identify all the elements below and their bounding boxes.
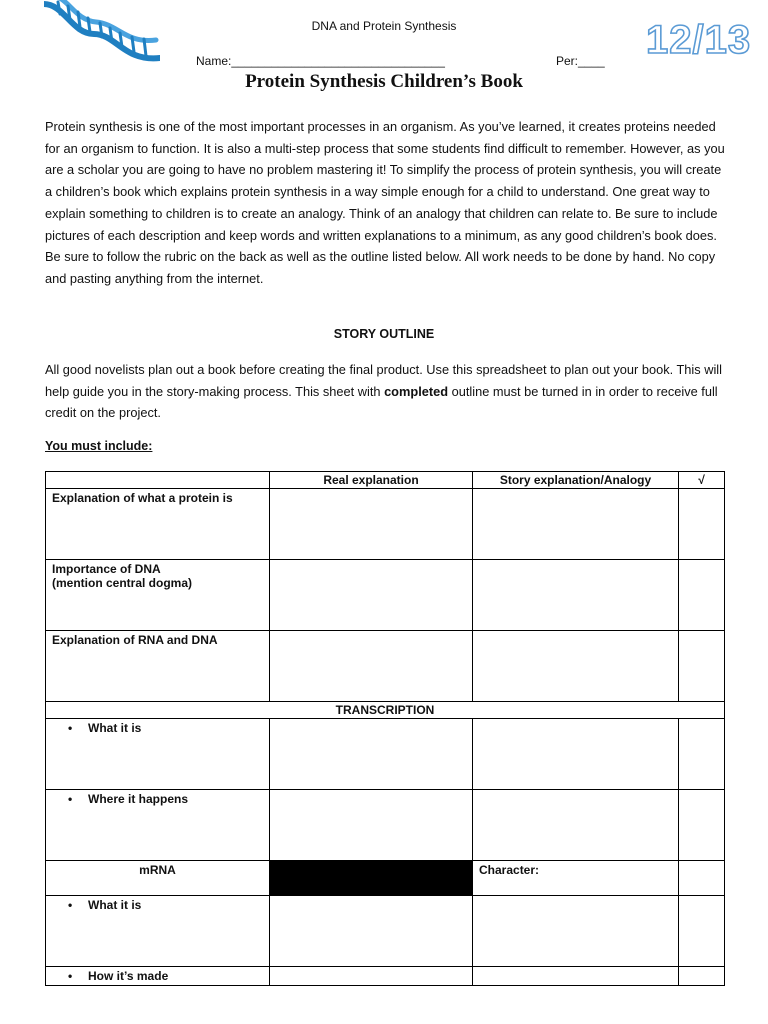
- real-explanation-cell[interactable]: [270, 967, 473, 986]
- table-row-mrna: [46, 861, 725, 896]
- real-explanation-cell[interactable]: [270, 489, 473, 560]
- real-explanation-cell[interactable]: [270, 790, 473, 861]
- row-label-cell: [46, 790, 270, 861]
- blacked-out-cell: [270, 861, 473, 896]
- header-cell-check: √: [679, 472, 725, 489]
- real-explanation-cell[interactable]: [270, 560, 473, 631]
- row-label: What it is: [88, 898, 142, 912]
- real-explanation-cell[interactable]: [270, 896, 473, 967]
- outline-instructions: [45, 359, 729, 424]
- row-label-cell: [46, 719, 270, 790]
- row-label: mRNA: [46, 861, 270, 896]
- must-include-label: You must include:: [45, 439, 153, 453]
- bullet: •: [68, 721, 73, 735]
- check-cell[interactable]: [679, 560, 725, 631]
- story-outline-table: [45, 471, 725, 986]
- bullet: •: [68, 969, 73, 983]
- real-explanation-cell[interactable]: [270, 631, 473, 702]
- header-cell-topic: [46, 472, 270, 489]
- date-stamp: 12/13: [646, 18, 752, 62]
- outline-text-after: outline must be turned in in order to receive full credit on the project.: [45, 383, 718, 421]
- table-row: [46, 967, 725, 986]
- worksheet-unit-title: DNA and Protein Synthesis: [311, 19, 457, 33]
- story-analogy-cell[interactable]: [473, 719, 679, 790]
- story-analogy-cell[interactable]: [473, 631, 679, 702]
- row-label: Where it happens: [88, 792, 189, 806]
- period-field[interactable]: Per:____: [556, 54, 605, 68]
- table-row: [46, 896, 725, 967]
- check-cell[interactable]: [679, 719, 725, 790]
- check-cell[interactable]: [679, 790, 725, 861]
- story-outline-heading: STORY OUTLINE: [333, 327, 435, 341]
- row-label-cell: [46, 967, 270, 986]
- story-analogy-cell[interactable]: [473, 489, 679, 560]
- bullet: •: [68, 898, 73, 912]
- character-cell[interactable]: Character:: [473, 861, 679, 896]
- row-label: Explanation of RNA and DNA: [46, 631, 270, 702]
- row-label-cell: [46, 896, 270, 967]
- story-analogy-cell[interactable]: [473, 967, 679, 986]
- check-cell[interactable]: [679, 896, 725, 967]
- real-explanation-cell[interactable]: [270, 719, 473, 790]
- story-analogy-cell[interactable]: [473, 560, 679, 631]
- row-sublabel: (mention central dogma): [52, 576, 193, 590]
- row-label: Explanation of what a protein is: [46, 489, 270, 560]
- story-analogy-cell[interactable]: [473, 896, 679, 967]
- row-label-cell: [46, 560, 270, 631]
- table-row: [46, 719, 725, 790]
- check-cell[interactable]: [679, 967, 725, 986]
- row-label: Importance of DNA: [52, 562, 161, 576]
- header-cell-story-analogy: Story explanation/Analogy: [473, 472, 679, 489]
- table-row: [46, 560, 725, 631]
- table-row: [46, 790, 725, 861]
- story-analogy-cell[interactable]: [473, 790, 679, 861]
- header-cell-real-explanation: Real explanation: [270, 472, 473, 489]
- check-cell[interactable]: [679, 489, 725, 560]
- bullet: •: [68, 792, 73, 806]
- section-row-transcription: [46, 702, 725, 719]
- check-cell[interactable]: [679, 631, 725, 702]
- page-title: Protein Synthesis Children’s Book: [245, 71, 523, 92]
- outline-text-before: All good novelists plan out a book before creating the final product. Use this spreadsheet to plan out your book. This will help guide you in the story-making process. This sheet with: [45, 362, 722, 399]
- row-label: What it is: [88, 721, 142, 735]
- row-label: How it’s made: [88, 969, 169, 983]
- section-heading: TRANSCRIPTION: [46, 702, 725, 719]
- check-cell[interactable]: [679, 861, 725, 896]
- table-header-row: [46, 472, 725, 489]
- intro-paragraph: Protein synthesis is one of the most important processes in an organism. As you’ve learned, it creates proteins needed for an organism to function. It is also a multi-step process that some students find difficult to remember. However, as you are a scholar you are going to have no problem mastering it! To simplify the process of protein synthesis, you will create a children’s book which explains protein synthesis in a way simple enough for a child to understand. One great way to explain something to children is to create an analogy. Think of an analogy that children can relate to. Be sure to include pictures of each description and keep words and written explanations to a minimum, as any good children’s book does. Be sure to follow the rubric on the back as well as the outline listed below. All work needs to be done by hand. No copy and pasting anything from the internet.: [45, 119, 725, 286]
- name-field[interactable]: Name:________________________________: [196, 54, 445, 68]
- outline-text-bold: completed: [384, 383, 449, 399]
- table-row: [46, 489, 725, 560]
- table-row: [46, 631, 725, 702]
